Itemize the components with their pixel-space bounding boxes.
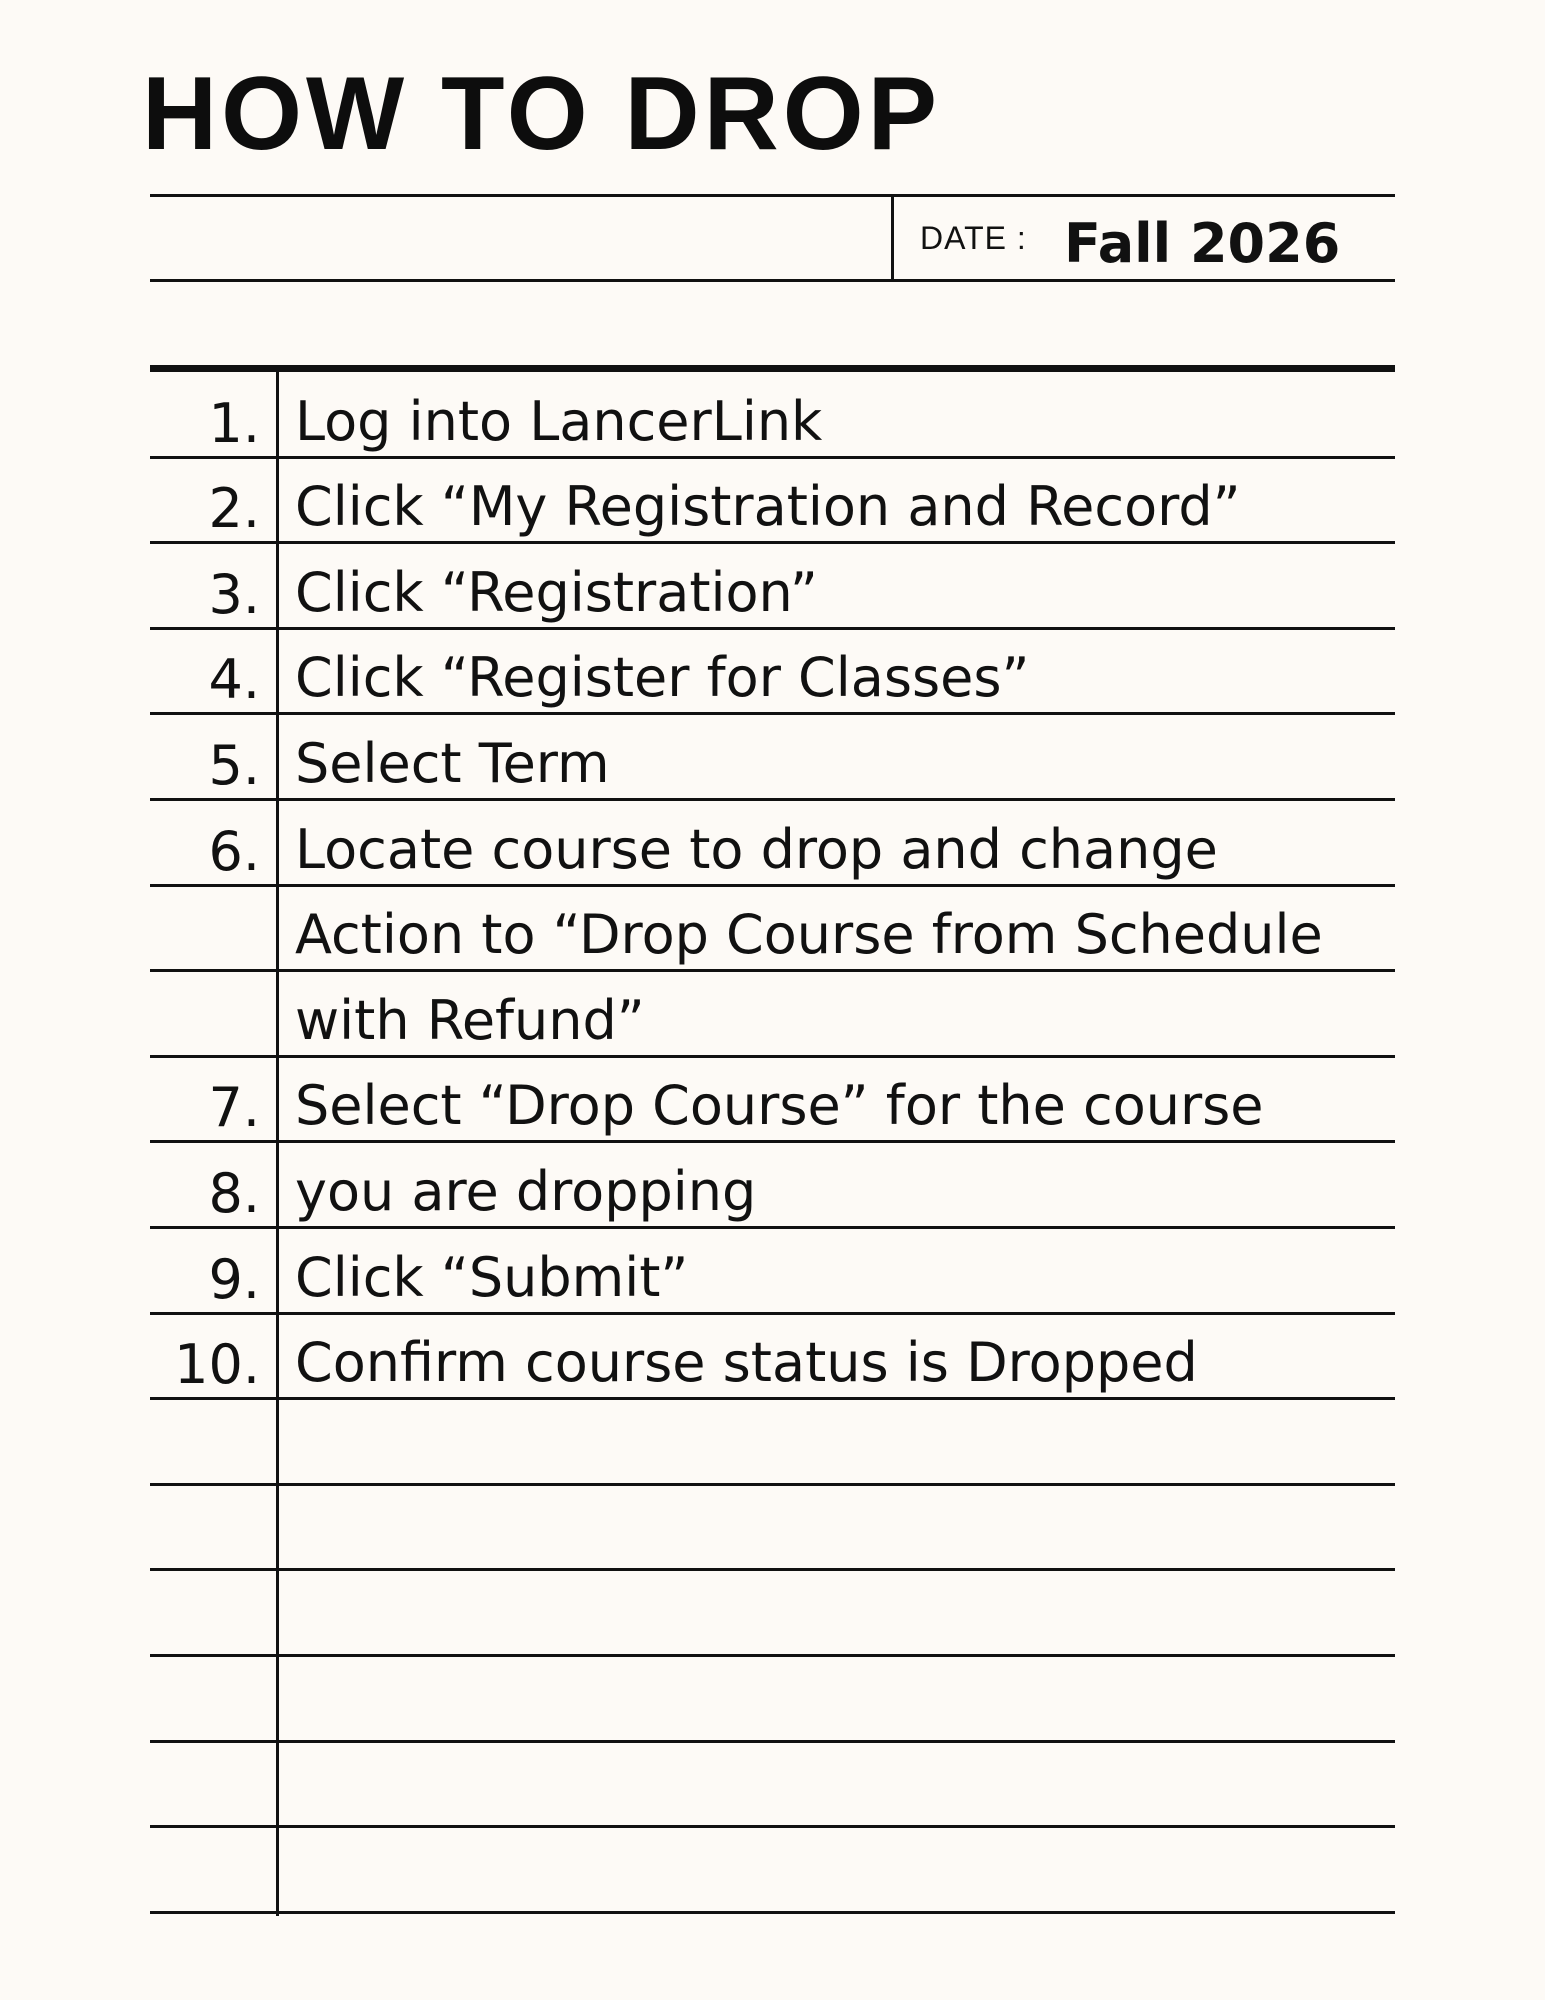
row-rule xyxy=(150,1397,1395,1400)
row-rule xyxy=(150,1654,1395,1657)
step-number: 2. xyxy=(208,477,260,541)
header-top-rule xyxy=(150,194,1395,197)
step-text: Click “Registration” xyxy=(295,560,818,624)
step-text: Select Term xyxy=(295,732,610,795)
header-bottom-rule xyxy=(150,279,1395,282)
step-number: 9. xyxy=(208,1247,260,1311)
step-number: 7. xyxy=(208,1076,260,1140)
step-number: 1. xyxy=(208,391,260,455)
date-value: Fall 2026 xyxy=(1064,212,1341,275)
step-number: 8. xyxy=(208,1162,260,1225)
step-text: Click “Register for Classes” xyxy=(295,646,1030,710)
row-rule xyxy=(150,1740,1395,1743)
step-text: Click “Submit” xyxy=(295,1245,689,1309)
step-text: Locate course to drop and change xyxy=(295,817,1218,881)
list-top-rule xyxy=(150,365,1395,372)
row-rule xyxy=(150,1140,1395,1143)
date-divider xyxy=(891,194,894,282)
step-number: 6. xyxy=(208,819,260,883)
row-rule xyxy=(150,456,1395,459)
step-text: Confirm course status is Dropped xyxy=(295,1331,1198,1395)
step-number: 5. xyxy=(208,734,260,797)
row-rule xyxy=(150,1568,1395,1571)
row-rule xyxy=(150,1226,1395,1229)
row-rule xyxy=(150,1911,1395,1914)
row-rule xyxy=(150,884,1395,887)
row-rule xyxy=(150,541,1395,544)
step-number: 4. xyxy=(208,648,260,712)
step-text: you are dropping xyxy=(295,1160,757,1223)
step-text: Select “Drop Course” for the course xyxy=(295,1074,1264,1138)
date-label: DATE : xyxy=(920,220,1027,256)
step-text: with Refund” xyxy=(295,988,645,1052)
row-rule xyxy=(150,1825,1395,1828)
step-number: 10. xyxy=(174,1333,260,1397)
row-rule xyxy=(150,1055,1395,1058)
step-text: Log into LancerLink xyxy=(295,389,823,453)
row-rule xyxy=(150,627,1395,630)
row-rule xyxy=(150,712,1395,715)
row-rule xyxy=(150,969,1395,972)
row-rule xyxy=(150,1483,1395,1486)
row-rule xyxy=(150,1312,1395,1315)
step-number: 3. xyxy=(208,562,260,626)
row-rule xyxy=(150,798,1395,801)
page-title: HOW TO DROP xyxy=(142,56,941,172)
step-text: Action to “Drop Course from Schedule xyxy=(295,903,1323,967)
step-text: Click “My Registration and Record” xyxy=(295,475,1241,539)
